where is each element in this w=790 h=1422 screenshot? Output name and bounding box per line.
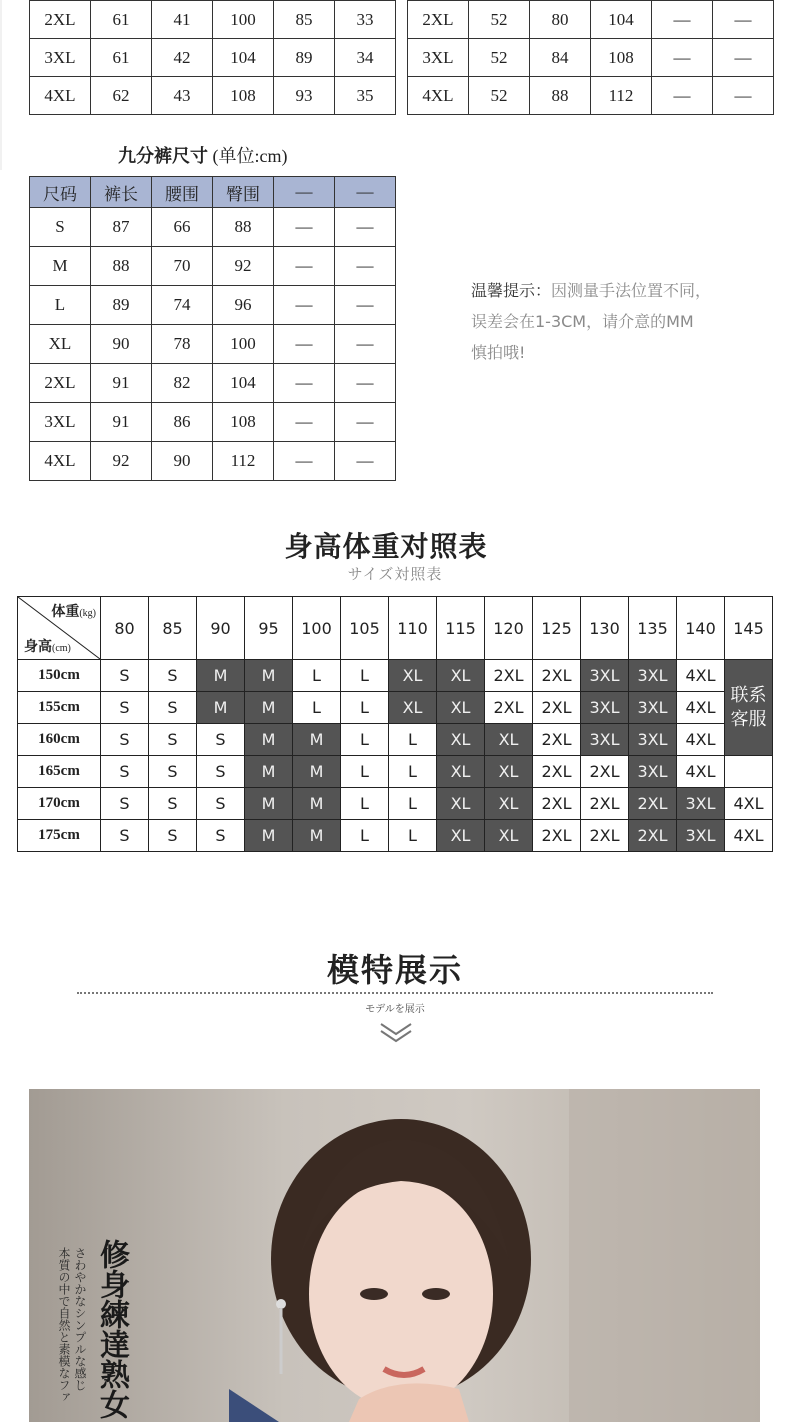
size-cell: 2XL [581, 756, 629, 788]
table-row [30, 247, 396, 286]
size-cell: XL [485, 724, 533, 756]
table-cell: 4XL [30, 77, 91, 115]
tip-line-2: 误差会在1-3CM，请介意的MM [471, 312, 694, 331]
table-cell: 35 [335, 77, 396, 115]
table-cell: 88 [530, 77, 591, 115]
table-cell: 91 [91, 403, 152, 442]
table-cell: 4XL [30, 442, 91, 481]
tip-label: 温馨提示： [471, 281, 552, 300]
size-cell: 2XL [629, 788, 677, 820]
table-cell: 34 [335, 39, 396, 77]
table-cell: — [335, 364, 396, 403]
size-cell: S [197, 756, 245, 788]
size-cell: XL [485, 820, 533, 852]
table-cell: 52 [469, 77, 530, 115]
pants-title-text: 九分裤尺寸 [118, 146, 208, 166]
model-section-subtitle: モデルを展示 [365, 1004, 425, 1015]
dotted-divider [77, 992, 713, 994]
table-cell: — [335, 325, 396, 364]
size-cell: 2XL [581, 788, 629, 820]
table-cell: — [713, 39, 774, 77]
size-cell: 3XL [581, 692, 629, 724]
table-cell: L [30, 286, 91, 325]
page-edge-shadow [0, 0, 2, 170]
size-cell: 3XL [629, 756, 677, 788]
table-cell: 89 [274, 39, 335, 77]
size-cell: S [149, 756, 197, 788]
table-cell: 104 [213, 39, 274, 77]
size-cell: L [389, 820, 437, 852]
weight-column-header: 85 [149, 597, 197, 660]
size-cell: 2XL [533, 788, 581, 820]
size-cell: L [293, 660, 341, 692]
size-cell: 2XL [581, 820, 629, 852]
size-cell: 3XL [629, 724, 677, 756]
size-cell: XL [389, 660, 437, 692]
size-cell: S [101, 692, 149, 724]
height-row [18, 788, 773, 820]
column-header: 尺码 [30, 177, 91, 208]
table-header-row [30, 177, 396, 208]
table-cell: 2XL [30, 1, 91, 39]
weight-axis-label [51, 601, 96, 621]
weight-column-header: 130 [581, 597, 629, 660]
size-cell: 2XL [533, 692, 581, 724]
size-cell: XL [485, 788, 533, 820]
table-cell: — [335, 442, 396, 481]
table-cell: — [274, 286, 335, 325]
weight-column-header: 140 [677, 597, 725, 660]
table-cell: S [30, 208, 91, 247]
height-cell: 165cm [18, 756, 101, 788]
table-cell: 41 [152, 1, 213, 39]
table-row [30, 1, 396, 39]
size-cell: 3XL [629, 692, 677, 724]
size-cell: 2XL [533, 660, 581, 692]
contact-line-1: 联系 [730, 684, 767, 706]
size-cell: S [149, 692, 197, 724]
column-header: 腰围 [152, 177, 213, 208]
size-cell: L [389, 788, 437, 820]
size-cell: 3XL [629, 660, 677, 692]
size-cell: 2XL [533, 820, 581, 852]
table-cell: M [30, 247, 91, 286]
table-cell: 61 [91, 1, 152, 39]
size-cell: L [341, 820, 389, 852]
table-cell: 84 [530, 39, 591, 77]
size-cell: 4XL [725, 788, 773, 820]
pants-size-table [29, 176, 396, 481]
table-cell: 2XL [408, 1, 469, 39]
height-row [18, 692, 773, 724]
size-cell: M [245, 724, 293, 756]
table-cell: 66 [152, 208, 213, 247]
size-cell: XL [437, 788, 485, 820]
size-cell: L [341, 660, 389, 692]
column-header: 裤长 [91, 177, 152, 208]
size-cell: S [149, 788, 197, 820]
weight-column-header: 145 [725, 597, 773, 660]
size-cell: S [101, 788, 149, 820]
double-chevron-down-icon [379, 1021, 413, 1050]
table-cell: 90 [152, 442, 213, 481]
size-cell: 3XL [581, 660, 629, 692]
size-cell: S [101, 660, 149, 692]
column-header: 臀围 [213, 177, 274, 208]
table-cell: 108 [213, 77, 274, 115]
table-cell: 62 [91, 77, 152, 115]
table-cell: 3XL [30, 39, 91, 77]
table-cell: — [335, 403, 396, 442]
height-row [18, 820, 773, 852]
table-row [30, 286, 396, 325]
table-row [408, 39, 774, 77]
photo-caption-small-2: 本質の中で自然と素模なファ [57, 1247, 71, 1403]
table-row [30, 208, 396, 247]
weight-column-header: 120 [485, 597, 533, 660]
size-cell: 3XL [581, 724, 629, 756]
table-cell: — [652, 39, 713, 77]
size-cell: S [149, 820, 197, 852]
table-cell: 92 [213, 247, 274, 286]
table-cell: 104 [213, 364, 274, 403]
size-cell: M [245, 820, 293, 852]
table-cell: 100 [213, 325, 274, 364]
size-cell: L [341, 788, 389, 820]
weight-column-header: 110 [389, 597, 437, 660]
table-cell: — [274, 364, 335, 403]
table-cell: 42 [152, 39, 213, 77]
size-cell: L [341, 692, 389, 724]
size-cell: S [197, 788, 245, 820]
table-cell: 3XL [30, 403, 91, 442]
size-cell: M [245, 692, 293, 724]
height-row [18, 660, 773, 692]
table-cell: — [652, 77, 713, 115]
table-row [30, 39, 396, 77]
table-cell: 112 [591, 77, 652, 115]
table-cell: — [335, 286, 396, 325]
height-cell: 175cm [18, 820, 101, 852]
weight-column-header: 135 [629, 597, 677, 660]
weight-column-header: 95 [245, 597, 293, 660]
size-cell: 2XL [485, 660, 533, 692]
size-cell: S [101, 756, 149, 788]
table-cell: 88 [213, 208, 274, 247]
size-cell: S [101, 820, 149, 852]
height-axis-label [24, 636, 71, 656]
size-cell: L [341, 724, 389, 756]
table-cell: 86 [152, 403, 213, 442]
table-cell: 52 [469, 1, 530, 39]
top-right-size-table [407, 0, 774, 115]
table-cell: 108 [591, 39, 652, 77]
table-row [30, 442, 396, 481]
corner-header-cell [18, 597, 101, 660]
weight-column-header: 105 [341, 597, 389, 660]
table-cell: 108 [213, 403, 274, 442]
table-row [30, 77, 396, 115]
contact-line-2: 客服 [730, 708, 767, 730]
table-cell: 112 [213, 442, 274, 481]
table-cell: 52 [469, 39, 530, 77]
size-cell: L [389, 756, 437, 788]
column-header: — [274, 177, 335, 208]
table-cell: 82 [152, 364, 213, 403]
table-cell: 89 [91, 286, 152, 325]
table-row [30, 364, 396, 403]
height-weight-title: 身高体重对照表 [284, 532, 488, 563]
size-cell: 2XL [485, 692, 533, 724]
size-cell: S [149, 724, 197, 756]
height-cell: 170cm [18, 788, 101, 820]
table-cell: — [713, 1, 774, 39]
height-unit-text: (cm) [52, 643, 71, 654]
table-cell: 70 [152, 247, 213, 286]
size-cell: M [293, 756, 341, 788]
table-cell: 43 [152, 77, 213, 115]
top-left-size-table [29, 0, 396, 115]
tip-line-1: 因测量手法位置不同， [551, 281, 712, 300]
table-cell: — [274, 442, 335, 481]
table-cell: 61 [91, 39, 152, 77]
table-cell: 74 [152, 286, 213, 325]
size-cell: M [197, 692, 245, 724]
height-cell: 160cm [18, 724, 101, 756]
size-cell: 2XL [533, 724, 581, 756]
table-cell: 3XL [408, 39, 469, 77]
size-cell: M [293, 788, 341, 820]
table-cell: 78 [152, 325, 213, 364]
table-cell: 87 [91, 208, 152, 247]
table-cell: 33 [335, 1, 396, 39]
weight-column-header: 100 [293, 597, 341, 660]
size-cell: XL [485, 756, 533, 788]
size-cell: L [293, 692, 341, 724]
table-row [408, 77, 774, 115]
size-cell: S [101, 724, 149, 756]
size-cell: XL [437, 820, 485, 852]
size-cell: 3XL [677, 820, 725, 852]
column-header: — [335, 177, 396, 208]
photo-caption-big: 修身練達熟女 [95, 1239, 128, 1419]
table-cell: XL [30, 325, 91, 364]
weight-column-header: 90 [197, 597, 245, 660]
table-cell: — [652, 1, 713, 39]
size-cell: 4XL [677, 724, 725, 756]
height-row [18, 756, 773, 788]
table-cell: — [274, 403, 335, 442]
weight-header-row [18, 597, 773, 660]
table-cell: 104 [591, 1, 652, 39]
weight-column-header: 80 [101, 597, 149, 660]
table-cell: 92 [91, 442, 152, 481]
height-weight-table [17, 596, 773, 852]
size-cell: L [341, 756, 389, 788]
size-cell: S [197, 820, 245, 852]
size-cell: M [245, 756, 293, 788]
height-row [18, 724, 773, 756]
contact-service-cell[interactable] [725, 660, 773, 756]
pants-size-title [118, 142, 287, 168]
size-cell: M [293, 724, 341, 756]
model-photo [29, 1089, 760, 1422]
table-cell: 80 [530, 1, 591, 39]
size-cell: M [197, 660, 245, 692]
size-cell: M [245, 788, 293, 820]
table-cell: 90 [91, 325, 152, 364]
size-cell: 4XL [677, 756, 725, 788]
size-cell: 4XL [677, 692, 725, 724]
size-cell [725, 756, 773, 788]
table-cell: — [335, 208, 396, 247]
table-cell: — [274, 208, 335, 247]
table-cell: — [274, 325, 335, 364]
table-cell: — [274, 247, 335, 286]
measurement-tip [471, 275, 771, 368]
size-cell: 4XL [725, 820, 773, 852]
size-cell: XL [437, 756, 485, 788]
height-cell: 150cm [18, 660, 101, 692]
table-cell: 91 [91, 364, 152, 403]
table-cell: 2XL [30, 364, 91, 403]
weight-unit-text: (kg) [79, 608, 96, 619]
table-cell: 85 [274, 1, 335, 39]
table-cell: 88 [91, 247, 152, 286]
size-cell: M [245, 660, 293, 692]
table-row [408, 1, 774, 39]
height-label-text: 身高 [24, 640, 52, 655]
table-row [30, 403, 396, 442]
photo-caption-small-1: さわやかなシンプルな感じ [73, 1247, 87, 1391]
table-cell: — [335, 247, 396, 286]
table-cell: 4XL [408, 77, 469, 115]
pants-title-unit: (单位:cm) [212, 146, 288, 166]
height-cell: 155cm [18, 692, 101, 724]
table-cell: — [713, 77, 774, 115]
model-section-title: 模特展示 [326, 952, 463, 988]
weight-label-text: 体重 [51, 605, 80, 620]
table-row [30, 325, 396, 364]
size-cell: S [149, 660, 197, 692]
weight-column-header: 125 [533, 597, 581, 660]
size-cell: 2XL [533, 756, 581, 788]
size-cell: 2XL [629, 820, 677, 852]
size-cell: M [293, 820, 341, 852]
size-cell: XL [437, 724, 485, 756]
weight-column-header: 115 [437, 597, 485, 660]
height-weight-subtitle: サイズ対照表 [347, 565, 443, 583]
table-cell: 93 [274, 77, 335, 115]
size-cell: 4XL [677, 660, 725, 692]
tip-line-3: 慎拍哦! [471, 343, 526, 362]
table-cell: 96 [213, 286, 274, 325]
model-portrait-illustration [29, 1089, 760, 1422]
table-cell: 100 [213, 1, 274, 39]
size-cell: XL [437, 692, 485, 724]
size-cell: XL [389, 692, 437, 724]
size-cell: S [197, 724, 245, 756]
size-cell: 3XL [677, 788, 725, 820]
size-cell: XL [437, 660, 485, 692]
size-cell: L [389, 724, 437, 756]
